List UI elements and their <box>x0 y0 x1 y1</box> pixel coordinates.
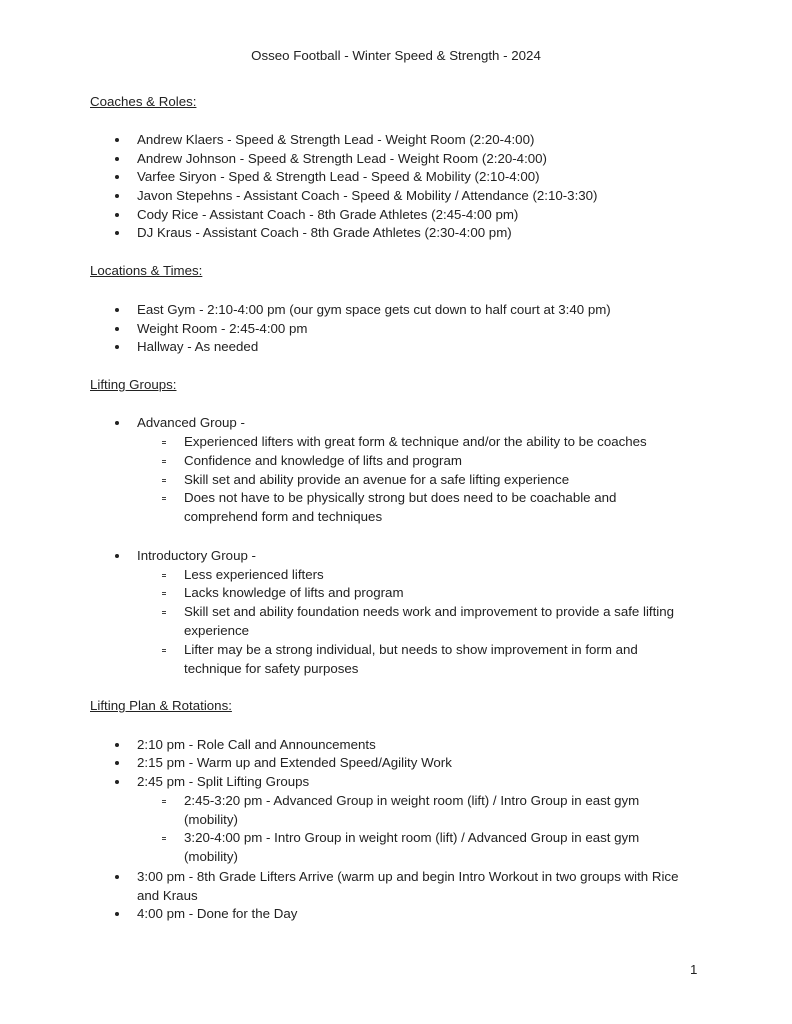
square-bullet-icon <box>162 460 166 463</box>
bullet-icon <box>115 780 119 784</box>
list-item: Varfee Siryon - Sped & Strength Lead - Speed & Mobility (2:10-4:00) <box>137 168 697 187</box>
sub-list-item: Skill set and ability foundation needs work and improvement to provide a safe lifting experience <box>184 603 684 640</box>
bullet-icon <box>115 138 119 142</box>
list-item: 2:15 pm - Warm up and Extended Speed/Agility Work <box>137 754 697 773</box>
bullet-icon <box>115 157 119 161</box>
square-bullet-icon <box>162 441 166 444</box>
square-bullet-icon <box>162 479 166 482</box>
sub-list-item: Skill set and ability provide an avenue for a safe lifting experience <box>184 471 694 490</box>
bullet-icon <box>115 175 119 179</box>
square-bullet-icon <box>162 649 166 652</box>
bullet-icon <box>115 194 119 198</box>
bullet-icon <box>115 213 119 217</box>
sub-list-item: Lacks knowledge of lifts and program <box>184 584 694 603</box>
page-title: Osseo Football - Winter Speed & Strength - 2024 <box>251 48 541 63</box>
list-item: Andrew Johnson - Speed & Strength Lead - Weight Room (2:20-4:00) <box>137 150 697 169</box>
square-bullet-icon <box>162 592 166 595</box>
list-item: Javon Stepehns - Assistant Coach - Speed & Mobility / Attendance (2:10-3:30) <box>137 187 697 206</box>
list-item: 2:10 pm - Role Call and Announcements <box>137 736 697 755</box>
bullet-icon <box>115 912 119 916</box>
bullet-icon <box>115 327 119 331</box>
sub-list-item: Confidence and knowledge of lifts and program <box>184 452 694 471</box>
list-item: 2:45 pm - Split Lifting Groups <box>137 773 697 792</box>
square-bullet-icon <box>162 497 166 500</box>
bullet-icon <box>115 421 119 425</box>
sub-list-item: 2:45-3:20 pm - Advanced Group in weight room (lift) / Intro Group in east gym (mobility) <box>184 792 684 829</box>
list-item: DJ Kraus - Assistant Coach - 8th Grade Athletes (2:30-4:00 pm) <box>137 224 697 243</box>
bullet-icon <box>115 345 119 349</box>
list-item: Weight Room - 2:45-4:00 pm <box>137 320 697 339</box>
list-item: Cody Rice - Assistant Coach - 8th Grade Athletes (2:45-4:00 pm) <box>137 206 697 225</box>
bullet-icon <box>115 554 119 558</box>
sub-list-item: 3:20-4:00 pm - Intro Group in weight room (lift) / Advanced Group in east gym (mobility) <box>184 829 684 866</box>
list-item: 4:00 pm - Done for the Day <box>137 905 697 924</box>
list-item-intro-group: Introductory Group - <box>137 547 697 566</box>
square-bullet-icon <box>162 837 166 840</box>
section-heading-locations: Locations & Times: <box>90 263 203 278</box>
bullet-icon <box>115 875 119 879</box>
section-heading-coaches: Coaches & Roles: <box>90 94 197 109</box>
square-bullet-icon <box>162 574 166 577</box>
sub-list-item: Lifter may be a strong individual, but needs to show improvement in form and technique for safety purposes <box>184 641 684 678</box>
section-heading-plan: Lifting Plan & Rotations: <box>90 698 232 713</box>
list-item: East Gym - 2:10-4:00 pm (our gym space gets cut down to half court at 3:40 pm) <box>137 301 697 320</box>
list-item: Andrew Klaers - Speed & Strength Lead - Weight Room (2:20-4:00) <box>137 131 697 150</box>
square-bullet-icon <box>162 611 166 614</box>
list-item-advanced-group: Advanced Group - <box>137 414 697 433</box>
bullet-icon <box>115 308 119 312</box>
section-heading-groups: Lifting Groups: <box>90 377 177 392</box>
sub-list-item: Experienced lifters with great form & technique and/or the ability to be coaches <box>184 433 694 452</box>
list-item: 3:00 pm - 8th Grade Lifters Arrive (warm up and begin Intro Workout in two groups with Rice and Kraus <box>137 868 692 905</box>
sub-list-item: Less experienced lifters <box>184 566 694 585</box>
square-bullet-icon <box>162 800 166 803</box>
sub-list-item: Does not have to be physically strong but does need to be coachable and comprehend form and techniques <box>184 489 664 526</box>
page-number: 1 <box>690 962 698 977</box>
list-item: Hallway - As needed <box>137 338 697 357</box>
bullet-icon <box>115 761 119 765</box>
bullet-icon <box>115 743 119 747</box>
bullet-icon <box>115 231 119 235</box>
